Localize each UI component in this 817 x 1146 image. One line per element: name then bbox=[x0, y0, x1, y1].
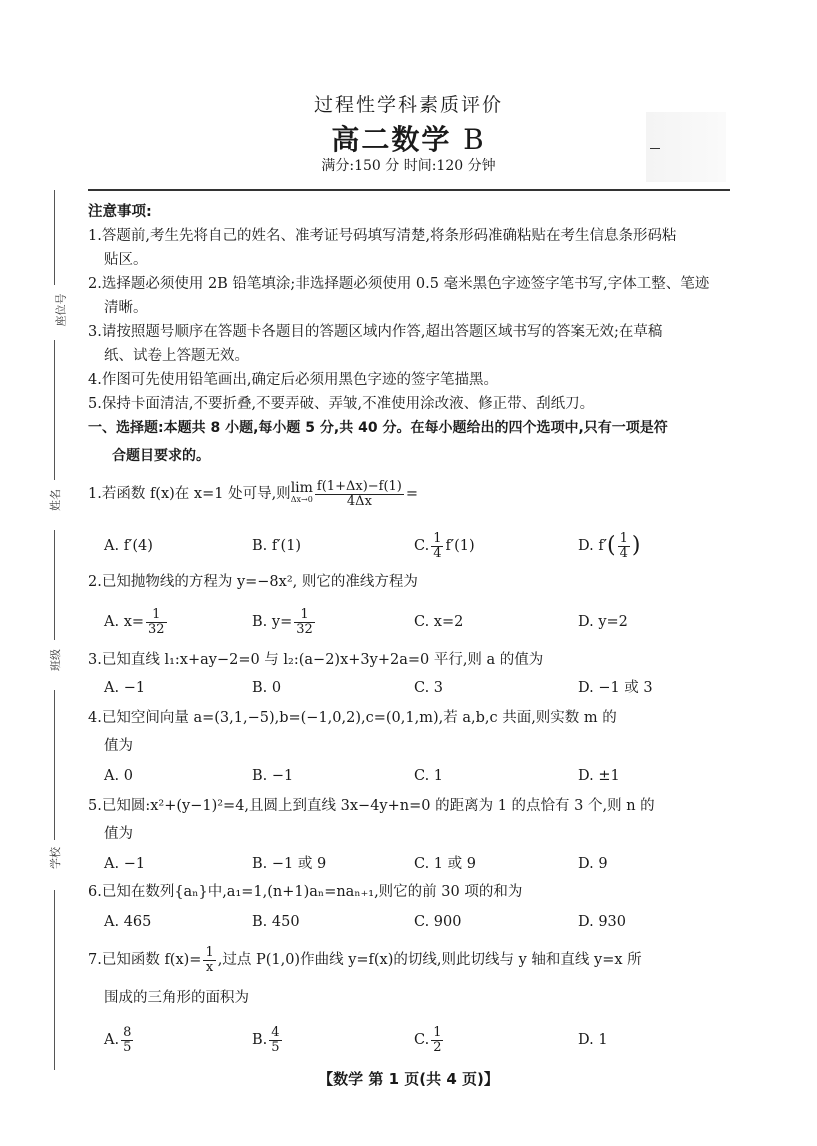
binding-strip bbox=[30, 190, 70, 1090]
q7-b-frac bbox=[269, 1026, 281, 1055]
q6-option-d[interactable]: D. 930 bbox=[578, 914, 627, 930]
question-7-stem-cont: 围成的三角形的面积为 bbox=[104, 990, 249, 1006]
q3-option-a[interactable]: A. −1 bbox=[104, 680, 146, 696]
q7-stem-den: x bbox=[205, 959, 214, 975]
q1-stem-text: 1.若函数 f(x)在 x=1 处可导,则 bbox=[88, 486, 291, 502]
q5-option-d[interactable]: D. 9 bbox=[578, 856, 608, 872]
q7-b-den: 5 bbox=[271, 1039, 280, 1055]
q7-stem-num: 1 bbox=[205, 944, 214, 960]
note-line: 1.答题前,考生先将自己的姓名、准考证号码填写清楚,将条形码准确粘贴在考生信息条形码粘 bbox=[88, 228, 677, 244]
q2-b-pre: B. y= bbox=[252, 614, 293, 630]
q7-a-num: 8 bbox=[123, 1024, 132, 1040]
q1-option-c[interactable] bbox=[414, 528, 475, 564]
q2-b-num: 1 bbox=[294, 608, 315, 623]
q7-stem-post: ,过点 P(1,0)作曲线 y=f(x)的切线,则此切线与 y 轴和直线 y=x 所 bbox=[217, 952, 642, 968]
q7-a-frac bbox=[121, 1026, 133, 1055]
note-line: 纸、试卷上答题无效。 bbox=[104, 348, 249, 364]
binding-line bbox=[54, 190, 55, 285]
q6-option-b[interactable]: B. 450 bbox=[252, 914, 300, 930]
q1-c-den: 4 bbox=[433, 545, 442, 561]
q7-a-den: 5 bbox=[123, 1039, 132, 1055]
q7-b-pre: B. bbox=[252, 1032, 268, 1048]
q4-option-c[interactable]: C. 1 bbox=[414, 768, 444, 784]
note-line: 5.保持卡面清洁,不要折叠,不要弄破、弄皱,不准使用涂改液、修正带、刮纸刀。 bbox=[88, 396, 595, 412]
question-5-stem-cont: 值为 bbox=[104, 826, 133, 842]
q1-d-den: 4 bbox=[619, 545, 628, 561]
binding-line bbox=[54, 530, 55, 640]
side-label-class: 班级 bbox=[49, 649, 62, 671]
q1-den: 4Δx bbox=[346, 493, 372, 509]
exam-title bbox=[0, 118, 817, 158]
q7-stem-frac bbox=[203, 946, 215, 975]
q5-option-c[interactable]: C. 1 或 9 bbox=[414, 856, 476, 872]
q7-option-c[interactable] bbox=[414, 1020, 445, 1060]
header-rule bbox=[88, 189, 730, 191]
q2-option-d[interactable]: D. y=2 bbox=[578, 614, 628, 630]
q4-option-d[interactable]: D. ±1 bbox=[578, 768, 620, 784]
q2-a-pre: A. x= bbox=[104, 614, 145, 630]
q1-d-num: 1 bbox=[619, 530, 628, 546]
page-footer: 【数学 第 1 页(共 4 页)】 bbox=[318, 1070, 499, 1088]
q5-option-a[interactable]: A. −1 bbox=[104, 856, 146, 872]
note-line: 清晰。 bbox=[104, 300, 148, 316]
question-2-stem: 2.已知抛物线的方程为 y=−8x², 则它的准线方程为 bbox=[88, 574, 418, 590]
q1-d-pre: D. f′ bbox=[578, 538, 607, 554]
title-version: B bbox=[463, 123, 486, 156]
q7-c-num: 1 bbox=[433, 1024, 442, 1040]
question-4-stem: 4.已知空间向量 a=(3,1,−5),b=(−1,0,2),c=(0,1,m),若 a,b,c 共面,则实数 m 的 bbox=[88, 710, 617, 726]
q1-option-a[interactable]: A. f′(4) bbox=[104, 538, 153, 554]
q7-c-den: 2 bbox=[433, 1039, 442, 1055]
q3-option-b[interactable]: B. 0 bbox=[252, 680, 282, 696]
q2-option-c[interactable]: C. x=2 bbox=[414, 614, 464, 630]
section-heading: 一、选择题:本题共 8 小题,每小题 5 分,共 40 分。在每小题给出的四个选项中,只有一项是符 bbox=[88, 420, 668, 436]
q1-c-pre: C. bbox=[414, 538, 430, 554]
notes-heading: 注意事项: bbox=[88, 204, 152, 220]
q1-c-frac bbox=[431, 532, 443, 561]
q3-option-d[interactable]: D. −1 或 3 bbox=[578, 680, 653, 696]
q4-option-a[interactable]: A. 0 bbox=[104, 768, 133, 784]
title-cn: 高二数学 bbox=[331, 123, 452, 156]
q1-lim-sub: Δx→0 bbox=[290, 495, 313, 504]
question-3-stem: 3.已知直线 l₁:x+ay−2=0 与 l₂:(a−2)x+3y+2a=0 平行,则 a 的值为 bbox=[88, 652, 544, 668]
side-label-seat: 座位号 bbox=[54, 293, 68, 327]
note-line: 2.选择题必须使用 2B 铅笔填涂;非选择题必须使用 0.5 毫米黑色字迹签字笔书写,字体工整、笔迹 bbox=[88, 276, 710, 292]
question-4-stem-cont: 值为 bbox=[104, 738, 133, 754]
q7-option-d[interactable]: D. 1 bbox=[578, 1032, 608, 1048]
q1-c-post: f′(1) bbox=[445, 538, 475, 554]
q1-limit bbox=[291, 482, 313, 506]
binding-line bbox=[54, 340, 55, 480]
q2-b-frac bbox=[294, 608, 315, 637]
side-label-name: 姓名 bbox=[49, 489, 62, 511]
binding-line bbox=[54, 890, 55, 1070]
q5-option-b[interactable]: B. −1 或 9 bbox=[252, 856, 327, 872]
side-label-school: 学校 bbox=[49, 847, 62, 869]
exam-subtitle: 过程性学科素质评价 bbox=[313, 94, 503, 116]
note-line: 4.作图可先使用铅笔画出,确定后必须用黑色字迹的签字笔描黑。 bbox=[88, 372, 498, 388]
q1-option-b[interactable]: B. f′(1) bbox=[252, 538, 302, 554]
q2-a-frac bbox=[146, 608, 167, 637]
q6-option-a[interactable]: A. 465 bbox=[104, 914, 152, 930]
q7-c-frac bbox=[431, 1026, 443, 1055]
q3-option-c[interactable]: C. 3 bbox=[414, 680, 444, 696]
question-6-stem: 6.已知在数列{aₙ}中,a₁=1,(n+1)aₙ=naₙ₊₁,则它的前 30 项的和为 bbox=[88, 884, 523, 900]
q2-a-den: 32 bbox=[148, 621, 165, 637]
q1-c-num: 1 bbox=[433, 530, 442, 546]
exam-meta: 满分:150 分 时间:120 分钟 bbox=[321, 158, 496, 174]
q7-a-pre: A. bbox=[104, 1032, 120, 1048]
q7-stem-pre: 7.已知函数 f(x)= bbox=[88, 952, 202, 968]
question-5-stem: 5.已知圆:x²+(y−1)²=4,且圆上到直线 3x−4y+n=0 的距离为 1 的点恰有 3 个,则 n 的 bbox=[88, 798, 655, 814]
q1-option-d[interactable]: D. f′( $\frac{1}{4}$ ) bbox=[578, 530, 641, 561]
section-heading-cont: 合题目要求的。 bbox=[112, 448, 210, 464]
q1-num: f(1+Δx)−f(1) bbox=[316, 478, 402, 494]
q2-option-b[interactable] bbox=[252, 604, 317, 640]
q7-option-b[interactable] bbox=[252, 1020, 284, 1060]
binding-line bbox=[54, 690, 55, 840]
q1-fraction bbox=[315, 480, 404, 509]
q2-b-den: 32 bbox=[296, 621, 313, 637]
question-1-stem bbox=[88, 472, 418, 516]
q1-lim-text: lim bbox=[290, 480, 313, 496]
q2-a-num: 1 bbox=[146, 608, 167, 623]
q1-eq: = bbox=[405, 486, 419, 502]
q7-b-num: 4 bbox=[271, 1024, 280, 1040]
q7-c-pre: C. bbox=[414, 1032, 430, 1048]
note-line: 3.请按照题号顺序在答题卡各题目的答题区域内作答,超出答题区域书写的答案无效;在草稿 bbox=[88, 324, 663, 340]
q6-option-c[interactable]: C. 900 bbox=[414, 914, 462, 930]
q4-option-b[interactable]: B. −1 bbox=[252, 768, 294, 784]
q1-d-frac bbox=[618, 532, 630, 561]
question-7-stem bbox=[88, 940, 642, 980]
note-line: 贴区。 bbox=[104, 252, 148, 268]
q2-option-a[interactable] bbox=[104, 604, 169, 640]
q7-option-a[interactable] bbox=[104, 1020, 135, 1060]
